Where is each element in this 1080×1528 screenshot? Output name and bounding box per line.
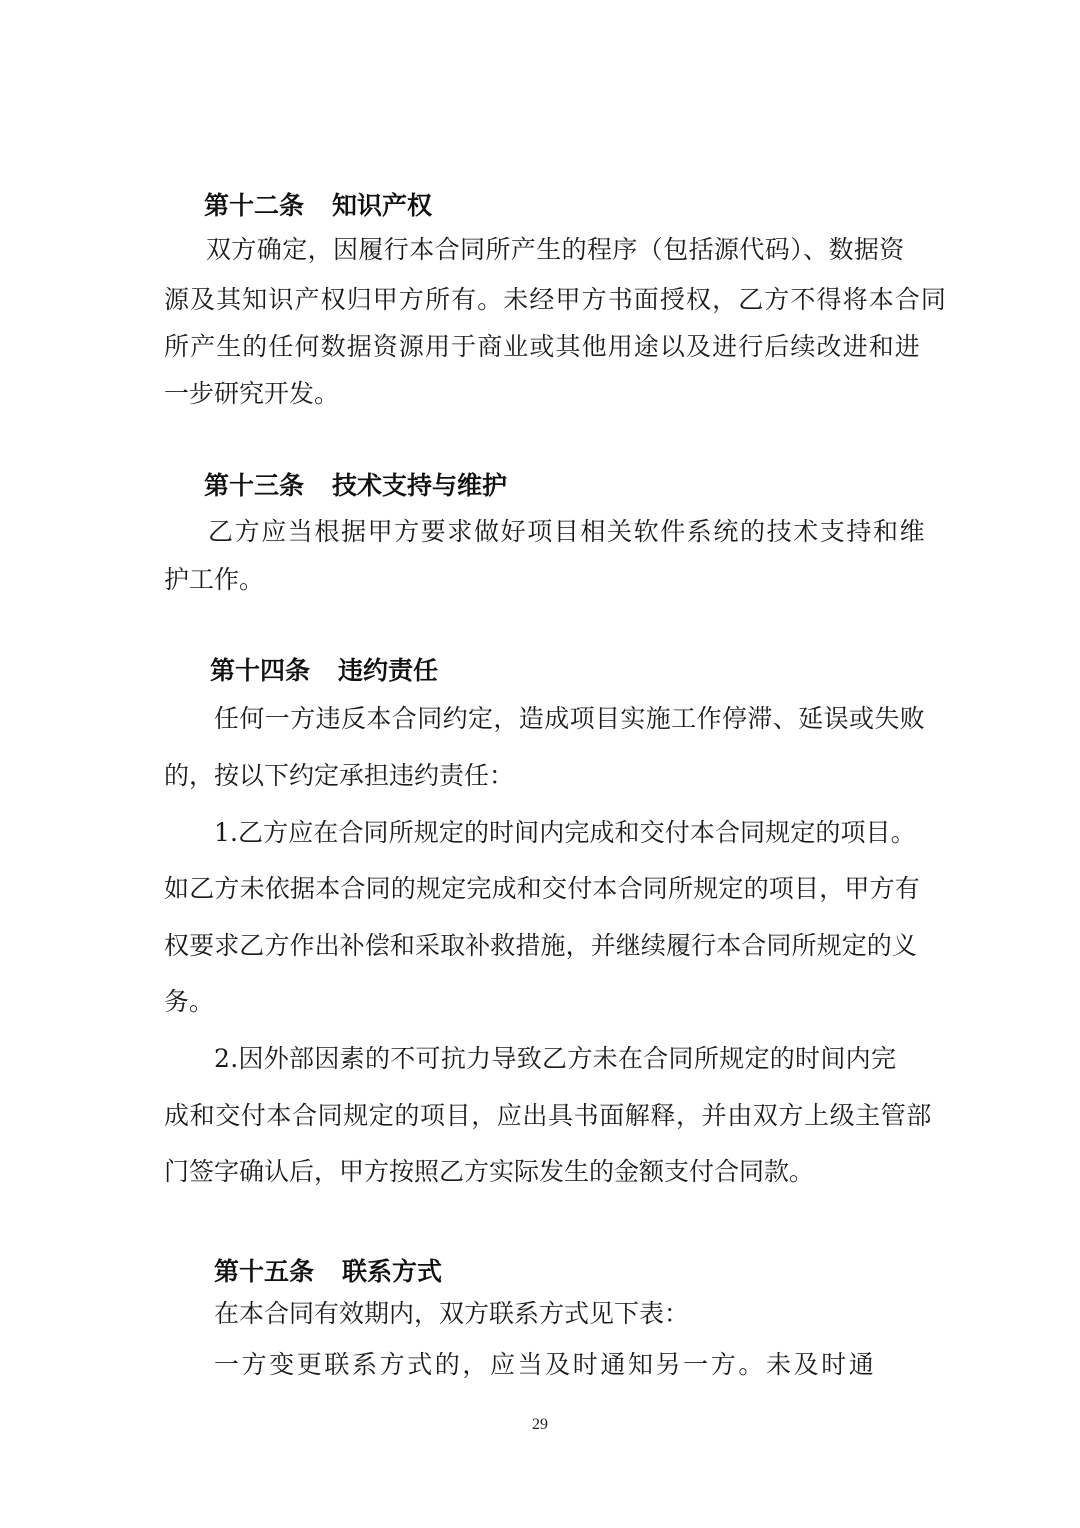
section-title: 违约责任 — [338, 656, 439, 685]
paragraph-line: 源及其知识产权归甲方所有。未经甲方书面授权，乙方不得将本合同 — [164, 285, 948, 314]
paragraph-line: 务。 — [164, 987, 215, 1016]
paragraph-line: 门签字确认后，甲方按照乙方实际发生的金额支付合同款。 — [164, 1157, 815, 1186]
section-12-heading — [204, 190, 432, 222]
paragraph-line: 双方确定，因履行本合同所产生的程序（包括源代码）、数据资 — [206, 235, 905, 264]
paragraph-line: 成和交付本合同规定的项目，应出具书面解释，并由双方上级主管部 — [164, 1101, 933, 1130]
paragraph-line: 所产生的任何数据资源用于商业或其他用途以及进行后续改进和进 — [164, 332, 921, 361]
paragraph-line: 的，按以下约定承担违约责任： — [164, 761, 515, 790]
paragraph-line: 一步研究开发。 — [164, 379, 340, 408]
section-number: 第十四条 — [210, 656, 311, 685]
section-number: 第十五条 — [214, 1257, 315, 1286]
section-number: 第十三条 — [204, 471, 305, 500]
section-title: 知识产权 — [332, 191, 433, 220]
paragraph-line: 如乙方未依据本合同的规定完成和交付本合同所规定的项目，甲方有 — [164, 874, 921, 903]
page-number: 29 — [532, 1416, 548, 1433]
section-title: 联系方式 — [342, 1257, 443, 1286]
paragraph-line: 2.因外部因素的不可抗力导致乙方未在合同所规定的时间内完 — [214, 1044, 897, 1073]
paragraph-line: 一方变更联系方式的，应当及时通知另一方。未及时通 — [214, 1350, 877, 1379]
paragraph-line: 在本合同有效期内，双方联系方式见下表： — [214, 1299, 690, 1328]
section-13-heading — [204, 470, 507, 502]
section-number: 第十二条 — [204, 191, 305, 220]
paragraph-line: 任何一方违反本合同约定，造成项目实施工作停滞、延误或失败 — [214, 704, 926, 733]
paragraph-line: 权要求乙方作出补偿和采取补救措施，并继续履行本合同所规定的义 — [164, 931, 918, 960]
section-14-heading — [210, 655, 438, 687]
paragraph-line: 1.乙方应在合同所规定的时间内完成和交付本合同规定的项目。 — [214, 818, 916, 847]
paragraph-line: 乙方应当根据甲方要求做好项目相关软件系统的技术支持和维 — [208, 517, 927, 546]
section-15-heading — [214, 1256, 442, 1288]
section-title: 技术支持与维护 — [332, 471, 508, 500]
paragraph-line: 护工作。 — [164, 565, 265, 594]
